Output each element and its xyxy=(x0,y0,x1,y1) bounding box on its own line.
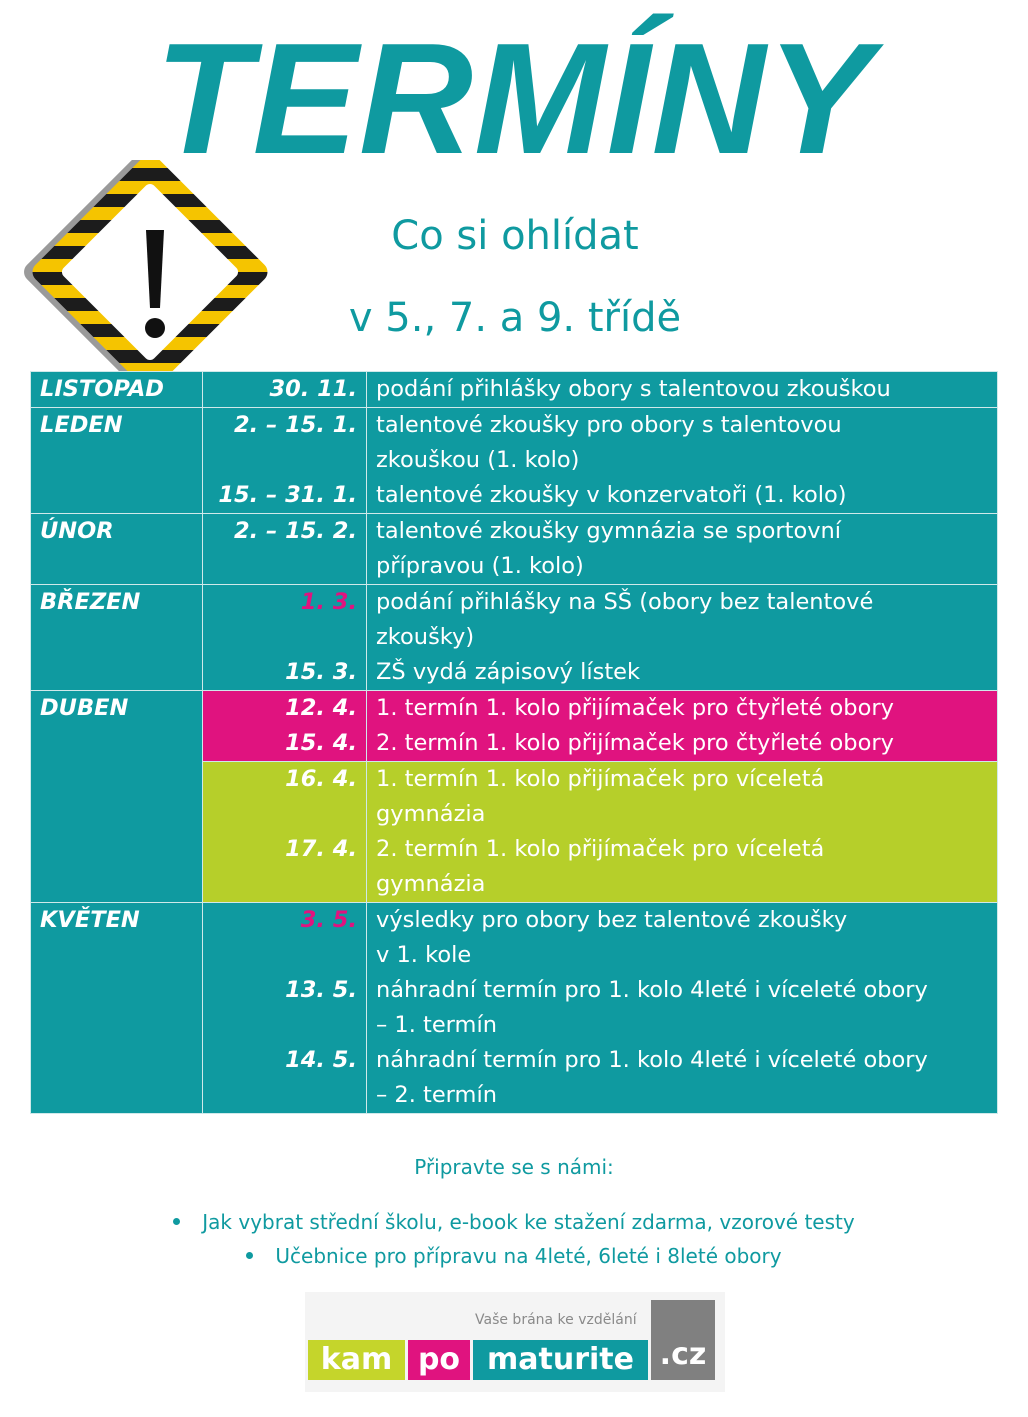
bullet-list xyxy=(0,1205,1028,1273)
event-text: zkoušky) xyxy=(376,624,475,650)
logo-maturite: maturite xyxy=(473,1340,648,1380)
event-text: ZŠ vydá zápisový lístek xyxy=(376,659,641,685)
table-row xyxy=(31,372,998,408)
event-text: talentové zkoušky v konzervatoři (1. kolo) xyxy=(376,482,847,508)
month-cell: BŘEZEN xyxy=(31,585,203,691)
logo-tagline: Vaše brána ke vzdělání xyxy=(475,1312,637,1328)
bullet-text: Učebnice pro přípravu na 4leté, 6leté i 8leté obory xyxy=(275,1244,782,1268)
logo-cz: .cz xyxy=(651,1300,715,1380)
date-label: 17. 4. xyxy=(285,836,357,862)
table-row xyxy=(31,408,998,514)
month-cell: LEDEN xyxy=(31,408,203,514)
event-text: náhradní termín pro 1. kolo 4leté i víceleté obory xyxy=(376,1047,928,1073)
warning-sign-icon xyxy=(0,160,290,375)
date-label: 2. – 15. 1. xyxy=(233,412,357,438)
event-text: podání přihlášky na SŠ (obory bez talentové xyxy=(376,589,874,615)
table-row xyxy=(31,585,998,691)
event-text: výsledky pro obory bez talentové zkoušky xyxy=(376,907,848,933)
event-text: 1. termín 1. kolo přijímaček pro víceletá xyxy=(376,766,825,792)
table-row xyxy=(31,691,998,762)
event-text: – 2. termín xyxy=(376,1082,497,1108)
event-text: talentové zkoušky pro obory s talentovou xyxy=(376,412,842,438)
logo-po: po xyxy=(408,1340,470,1380)
month-cell: LISTOPAD xyxy=(31,372,203,408)
date-label: 30. 11. xyxy=(269,376,357,402)
page-title: TERMÍNY xyxy=(155,11,873,187)
date-label: 15. 3. xyxy=(285,659,357,685)
bullet-dot-icon xyxy=(246,1252,253,1259)
table-row xyxy=(31,514,998,585)
event-text: zkouškou (1. kolo) xyxy=(376,447,580,473)
month-cell: ÚNOR xyxy=(31,514,203,585)
event-text: gymnázia xyxy=(376,801,486,827)
list-item[interactable] xyxy=(0,1239,1028,1273)
date-label: 12. 4. xyxy=(285,695,357,721)
date-label: 13. 5. xyxy=(285,977,357,1003)
list-item[interactable] xyxy=(0,1205,1028,1239)
footer-heading: Připravte se s námi: xyxy=(414,1155,614,1179)
event-text: náhradní termín pro 1. kolo 4leté i víceleté obory xyxy=(376,977,928,1003)
date-label: 14. 5. xyxy=(285,1047,357,1073)
month-cell: DUBEN xyxy=(31,691,203,903)
event-text: talentové zkoušky gymnázia se sportovní xyxy=(376,518,842,544)
logo-kam: kam xyxy=(308,1340,405,1380)
event-text: přípravou (1. kolo) xyxy=(376,553,584,579)
bullet-text: Jak vybrat střední školu, e-book ke stažení zdarma, vzorové testy xyxy=(202,1210,855,1234)
date-label: 2. – 15. 2. xyxy=(233,518,357,544)
date-label: 3. 5. xyxy=(300,907,357,933)
event-text: 1. termín 1. kolo přijímaček pro čtyřleté obory xyxy=(376,695,894,721)
date-label: 15. – 31. 1. xyxy=(218,482,357,508)
event-text: podání přihlášky obory s talentovou zkouškou xyxy=(376,376,891,402)
date-label: 16. 4. xyxy=(285,766,357,792)
date-label: 15. 4. xyxy=(285,730,357,756)
event-text: gymnázia xyxy=(376,871,486,897)
subtitle-line-1: Co si ohlídat xyxy=(391,213,639,259)
event-text: – 1. termín xyxy=(376,1012,497,1038)
event-text: v 1. kole xyxy=(376,942,472,968)
bullet-dot-icon xyxy=(173,1218,180,1225)
table-row xyxy=(31,903,998,1114)
event-text: 2. termín 1. kolo přijímaček pro víceletá xyxy=(376,836,825,862)
kampomaturite-logo[interactable] xyxy=(305,1292,725,1392)
schedule-table xyxy=(30,371,998,1114)
event-text: 2. termín 1. kolo přijímaček pro čtyřleté obory xyxy=(376,730,894,756)
date-label: 1. 3. xyxy=(300,589,357,615)
subtitle-line-2: v 5., 7. a 9. třídě xyxy=(348,295,682,341)
month-cell: KVĚTEN xyxy=(31,903,203,1114)
